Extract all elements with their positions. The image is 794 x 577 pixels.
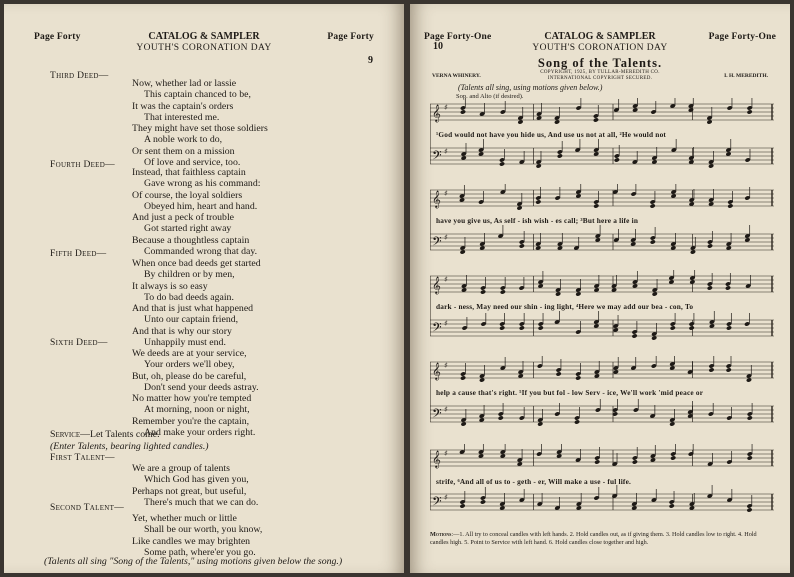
verse-line: Unto our captain friend,: [144, 314, 239, 326]
treble-clef-icon: 𝄞: [432, 104, 441, 122]
note-head: [480, 499, 486, 504]
verse-line: Remember you're the captain,: [132, 415, 250, 427]
verse-line: Of course, the loyal soldiers: [132, 189, 243, 201]
note-head: [747, 455, 753, 460]
note-head: [480, 289, 486, 294]
sharp-icon: ♯: [444, 449, 448, 458]
verse-line: No matter how you're tempted: [132, 393, 252, 405]
note-head: [519, 325, 525, 330]
sixth-deed-label: Sixth Deed—: [50, 338, 108, 348]
note-head: [726, 367, 732, 372]
note-head: [556, 371, 562, 376]
verse-line: It always is so easy: [132, 280, 208, 292]
sharp-icon: ♯: [444, 147, 448, 156]
sharp-icon: ♯: [444, 361, 448, 370]
verse-line: And that is just what happened: [132, 303, 254, 315]
treble-clef-icon: 𝄞: [432, 450, 441, 468]
closing-direction: (Talents all sing "Song of the Talents," using motions given below the song.): [44, 556, 343, 567]
sharp-icon: ♯: [444, 233, 448, 242]
treble-clef-icon: 𝄞: [432, 190, 441, 208]
motions-note: [430, 531, 776, 546]
note-head: [500, 289, 506, 294]
verse-line: Like candles we may brighten: [132, 535, 251, 547]
fourth-deed-label: Fourth Deed—: [50, 160, 115, 170]
verse-line: A noble work to do,: [144, 134, 223, 146]
verse-line: They might have set those soldiers: [132, 123, 268, 135]
note-head: [499, 161, 505, 166]
right-header-center: CATALOG & SAMPLER: [544, 31, 656, 42]
first-talent-label: First Talent—: [50, 453, 115, 463]
left-header-center: CATALOG & SAMPLER: [148, 31, 260, 42]
lyric-line-1: ¹God would not have you hide us, And use us not at all, ²He would not: [436, 130, 667, 139]
lyric-line-5: strife, ⁶And all of us to - geth - er, Will make a use - ful life.: [436, 477, 632, 486]
sharp-icon: ♯: [444, 275, 448, 284]
third-deed-verse: [132, 78, 392, 168]
left-subtitle: YOUTH'S CORONATION DAY: [136, 43, 272, 53]
fifth-deed-label: Fifth Deed—: [50, 249, 107, 259]
note-head: [594, 459, 600, 464]
first-talent-verse: [132, 463, 392, 508]
verse-line: Unhappily must end.: [144, 337, 226, 349]
note-head: [726, 325, 732, 330]
bass-clef-icon: 𝄢: [432, 234, 442, 252]
third-deed-label: Third Deed—: [50, 71, 109, 81]
lyricist-credit: VERNA WHINERY.: [432, 73, 481, 79]
verse-line: When once bad deeds get started: [132, 258, 261, 269]
note-head: [557, 153, 563, 158]
sharp-icon: ♯: [444, 103, 448, 112]
sharp-icon: ♯: [444, 319, 448, 328]
song-title: Song of the Talents.: [537, 56, 663, 70]
verse-line: Because a thoughtless captain: [132, 234, 250, 246]
note-head: [631, 333, 637, 338]
sixth-deed-verse: [132, 348, 392, 438]
lyric-line-4: help a cause that's right. ⁵If you but fol - low Serv - ice, We'll work 'mid peace or: [436, 388, 704, 397]
verse-line: Obeyed him, heart and hand.: [144, 200, 258, 212]
left-header-left: Page Forty: [34, 32, 81, 42]
verse-line: That interested me.: [144, 111, 220, 123]
note-head: [460, 109, 466, 114]
voice-part-label: Sop. and Alto (if desired).: [456, 93, 524, 100]
bass-clef-icon: 𝄢: [432, 148, 442, 166]
note-head: [459, 503, 465, 508]
enter-direction: (Enter Talents, bearing lighted candles.): [50, 441, 209, 452]
sharp-icon: ♯: [444, 405, 448, 414]
note-head: [650, 203, 656, 208]
note-head: [574, 419, 580, 424]
left-page-number: 9: [368, 55, 373, 66]
verse-line: Yet, whether much or little: [132, 513, 237, 524]
note-head: [708, 367, 714, 372]
verse-line: Shall be our worth, you know,: [144, 524, 263, 536]
note-head: [535, 199, 541, 204]
note-head: [746, 507, 752, 512]
verse-line: We deeds are at your service,: [132, 348, 247, 359]
note-head: [519, 243, 525, 248]
note-head: [707, 285, 713, 290]
note-head: [670, 455, 676, 460]
verse-line: At morning, noon or night,: [144, 404, 250, 416]
verse-line: It was the captain's orders: [132, 100, 234, 112]
verse-line: This captain chanced to be,: [144, 89, 251, 101]
fourth-deed-verse: [132, 167, 392, 257]
note-head: [593, 203, 599, 208]
note-head: [593, 117, 599, 122]
verse-line: Got started right away: [144, 223, 232, 235]
note-head: [725, 285, 731, 290]
verse-line: Your orders we'll obey,: [144, 359, 235, 371]
note-head: [538, 325, 544, 330]
verse-line: There's much that we can do.: [144, 496, 259, 508]
note-head: [689, 325, 695, 330]
verse-line: Instead, that faithless captain: [132, 167, 246, 178]
verse-line: Which God has given you,: [144, 474, 249, 486]
right-subtitle: YOUTH'S CORONATION DAY: [532, 43, 668, 53]
lyric-line-3: dark - ness, May need our shin - ing light, ⁴Here we may add our bea - con, To: [436, 302, 694, 311]
note-head: [707, 243, 713, 248]
bass-clef-icon: 𝄢: [432, 494, 442, 512]
note-head: [498, 415, 504, 420]
note-head: [575, 375, 581, 380]
fifth-deed-verse: [132, 258, 392, 348]
treble-clef-icon: 𝄞: [432, 276, 441, 294]
verse-line: By children or by men,: [144, 269, 235, 281]
note-head: [499, 325, 505, 330]
verse-line: Perhaps not great, but useful,: [132, 485, 247, 497]
motions-text: :—1. All try to conceal candles with left hands. 2. Hold candles out, as if giving them. 3. Hold candles low to right. 4. Hold candles high. 5. Point to Service with left hand. 6. Hold candles close together and high.: [430, 531, 757, 546]
verse-line: Commanded wrong that day.: [144, 246, 258, 258]
note-head: [727, 203, 733, 208]
second-talent-verse: [132, 513, 392, 558]
right-page: [410, 4, 790, 573]
service-label: Service: [50, 429, 81, 440]
note-head: [670, 325, 676, 330]
note-head: [669, 503, 675, 508]
treble-clef-icon: 𝄞: [432, 362, 441, 380]
verse-line: Or sent them on a mission: [132, 145, 235, 157]
note-head: [632, 459, 638, 464]
verse-line: But, oh, please do be careful,: [132, 370, 247, 382]
verse-line: And that is why our story: [132, 325, 232, 337]
verse-line: Gave wrong as his command:: [144, 178, 261, 190]
verse-line: Of love and service, too.: [144, 157, 241, 169]
motions-label: Motions: [430, 531, 452, 538]
second-talent-label: Second Talent—: [50, 503, 125, 513]
note-head: [747, 109, 753, 114]
sing-instructions: (Talents all sing, using motions given below.): [458, 83, 603, 92]
verse-line: Some path, where'er you go.: [144, 546, 256, 558]
copyright-line-1: COPYRIGHT, 1925, BY TULLAR-MEREDITH CO.: [540, 70, 660, 75]
sharp-icon: ♯: [444, 189, 448, 198]
note-head: [460, 375, 466, 380]
bass-clef-icon: 𝄢: [432, 320, 442, 338]
note-head: [747, 415, 753, 420]
left-page: [4, 4, 404, 573]
verse-line: And make your orders right.: [144, 427, 256, 439]
sharp-icon: ♯: [444, 493, 448, 502]
verse-line: Now, whether lad or lassie: [132, 78, 237, 89]
right-header-left: Page Forty-One: [424, 32, 492, 42]
right-header-right: Page Forty-One: [708, 32, 776, 42]
note-head: [650, 239, 656, 244]
service-line: [50, 429, 160, 440]
verse-line: We are a group of talents: [132, 463, 230, 474]
note-head: [614, 157, 620, 162]
lyric-line-2: have you give us, As self - ish wish - es call; ³But here a life in: [436, 216, 639, 225]
verse-line: To do bad deeds again.: [144, 291, 234, 303]
left-header-right: Page Forty: [327, 32, 374, 42]
copyright-line-2: INTERNATIONAL COPYRIGHT SECURED.: [547, 76, 653, 81]
service-text: —Let Talents come.: [80, 429, 160, 440]
right-page-number: 10: [433, 41, 443, 52]
bass-clef-icon: 𝄢: [432, 406, 442, 424]
verse-line: And just a peck of trouble: [132, 212, 235, 224]
verse-line: Don't send your deeds astray.: [144, 381, 259, 393]
composer-credit: I. H. MEREDITH.: [724, 73, 768, 79]
